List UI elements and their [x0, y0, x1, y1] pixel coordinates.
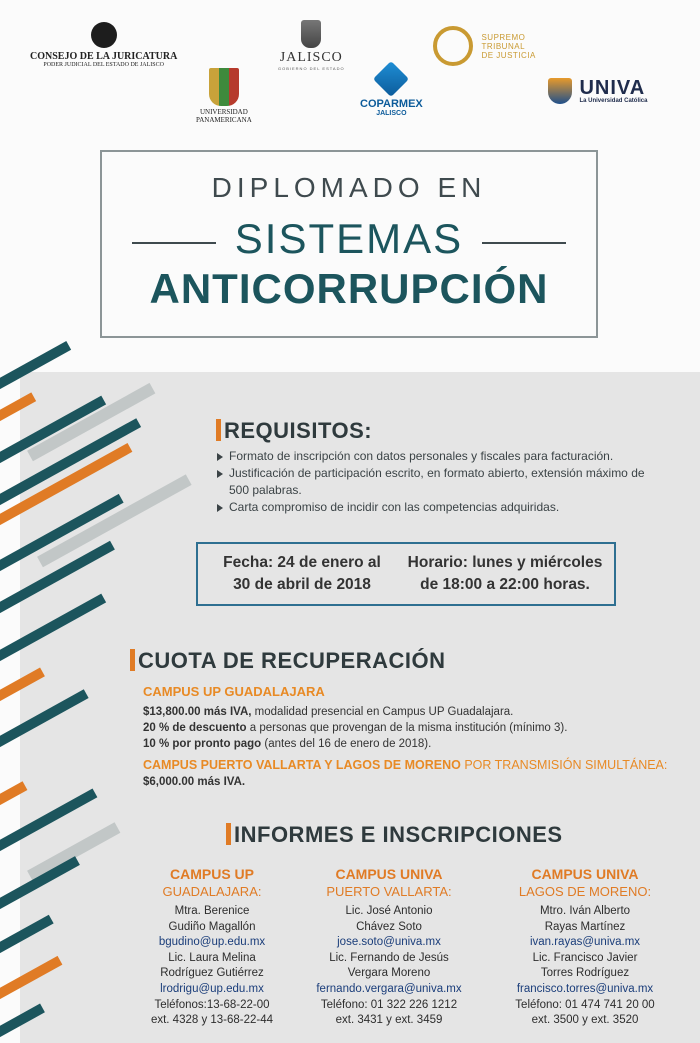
email-link[interactable]: lrodrigu@up.edu.mx	[160, 982, 264, 995]
discount-line: 20 % de descuento a personas que provengan de la misma institución (mínimo 3).	[143, 722, 568, 734]
logo-universidad-panamericana: UNIVERSIDAD PANAMERICANA	[196, 68, 252, 124]
title-line-sistemas: SISTEMAS	[234, 215, 464, 262]
tribunal-emblem-icon	[433, 26, 473, 66]
logo-jalisco: JALISCO GOBIERNO DEL ESTADO	[278, 20, 345, 71]
requirements-list	[216, 448, 656, 516]
list-item: Justificación de participación escrito, en formato abierto, extensión máximo de 500 palabras.	[216, 465, 656, 499]
price-presencial: $13,800.00 más IVA, modalidad presencial en Campus UP Guadalajara.	[143, 706, 514, 718]
coat-of-arms-icon	[301, 20, 321, 48]
title-rule-right	[482, 242, 566, 244]
heading-requisitos: REQUISITOS:	[216, 418, 372, 444]
title-line-diplomado: DIPLOMADO EN	[211, 172, 487, 203]
coparmex-icon	[373, 61, 409, 97]
schedule-hours: Horario: lunes y miércoles de 18:00 a 22:00 horas.	[407, 554, 603, 593]
email-link[interactable]: francisco.torres@univa.mx	[516, 982, 654, 995]
title-box	[100, 150, 598, 338]
seal-icon	[91, 22, 117, 48]
logo-coparmex: COPARMEX JALISCO	[360, 62, 423, 117]
logo-bar	[0, 0, 700, 140]
campus-univa-puerto-vallarta: CAMPUS UNIVA PUERTO VALLARTA: Lic. José Antonio Chávez Soto jose.soto@univa.mx Lic. Fernando de Jesús Vergara Moreno fernando.vergara@univa.mx Teléfono: 01 322 226 1212 ext. 3431 y ext. 3459	[294, 866, 484, 1029]
campus-univa-lagos-de-moreno: CAMPUS UNIVA LAGOS DE MORENO: Mtro. Iván Alberto Rayas Martínez ivan.rayas@univa.mx Lic. Francisco Javier Torres Rodríguez francisco.torres@univa.mx Teléfono: 01 474 741 20 00 ext. 3500 y ext. 3520	[490, 866, 680, 1029]
email-link[interactable]: ivan.rayas@univa.mx	[529, 936, 641, 949]
heading-informes: INFORMES E INSCRIPCIONES	[226, 822, 563, 848]
campus-up-guadalajara: CAMPUS UP GUADALAJARA: Mtra. Berenice Gudiño Magallón bgudino@up.edu.mx Lic. Laura Melina Rodríguez Gutiérrez lrodrigu@up.edu.mx Teléfonos:13-68-22-00 ext. 4328 y 13-68-22-44	[117, 866, 307, 1029]
email-link[interactable]: jose.soto@univa.mx	[337, 936, 441, 949]
price-transmision: $6,000.00 más IVA.	[143, 776, 246, 788]
title-line-anticorrupcion: ANTICORRUPCIÓN	[149, 265, 549, 312]
schedule-dates: Fecha: 24 de enero al 30 de abril de 2018	[223, 554, 381, 593]
early-payment-line: 10 % por pronto pago (antes del 16 de enero de 2018).	[143, 738, 432, 750]
crest-icon	[209, 68, 239, 106]
email-link[interactable]: fernando.vergara@univa.mx	[316, 982, 462, 995]
logo-univa: UNIVA La Universidad Católica	[548, 78, 647, 104]
campus-up-label: CAMPUS UP GUADALAJARA	[143, 684, 325, 699]
logo-supremo-tribunal: SUPREMO TRIBUNAL DE JUSTICIA	[433, 26, 536, 66]
heading-cuota: CUOTA DE RECUPERACIÓN	[130, 648, 446, 674]
campus-transmision-label: CAMPUS PUERTO VALLARTA Y LAGOS DE MORENO POR TRANSMISIÓN SIMULTÁNEA:	[143, 758, 668, 772]
logo-consejo-judicatura: CONSEJO DE LA JURICATURA PODER JUDICIAL DEL ESTADO DE JALISCO	[30, 22, 177, 68]
schedule-box	[196, 542, 616, 606]
univa-shield-icon	[548, 78, 572, 104]
list-item: Carta compromiso de incidir con las competencias adquiridas.	[216, 499, 656, 516]
email-link[interactable]: bgudino@up.edu.mx	[158, 936, 266, 949]
list-item: Formato de inscripción con datos personales y fiscales para facturación.	[216, 448, 656, 465]
